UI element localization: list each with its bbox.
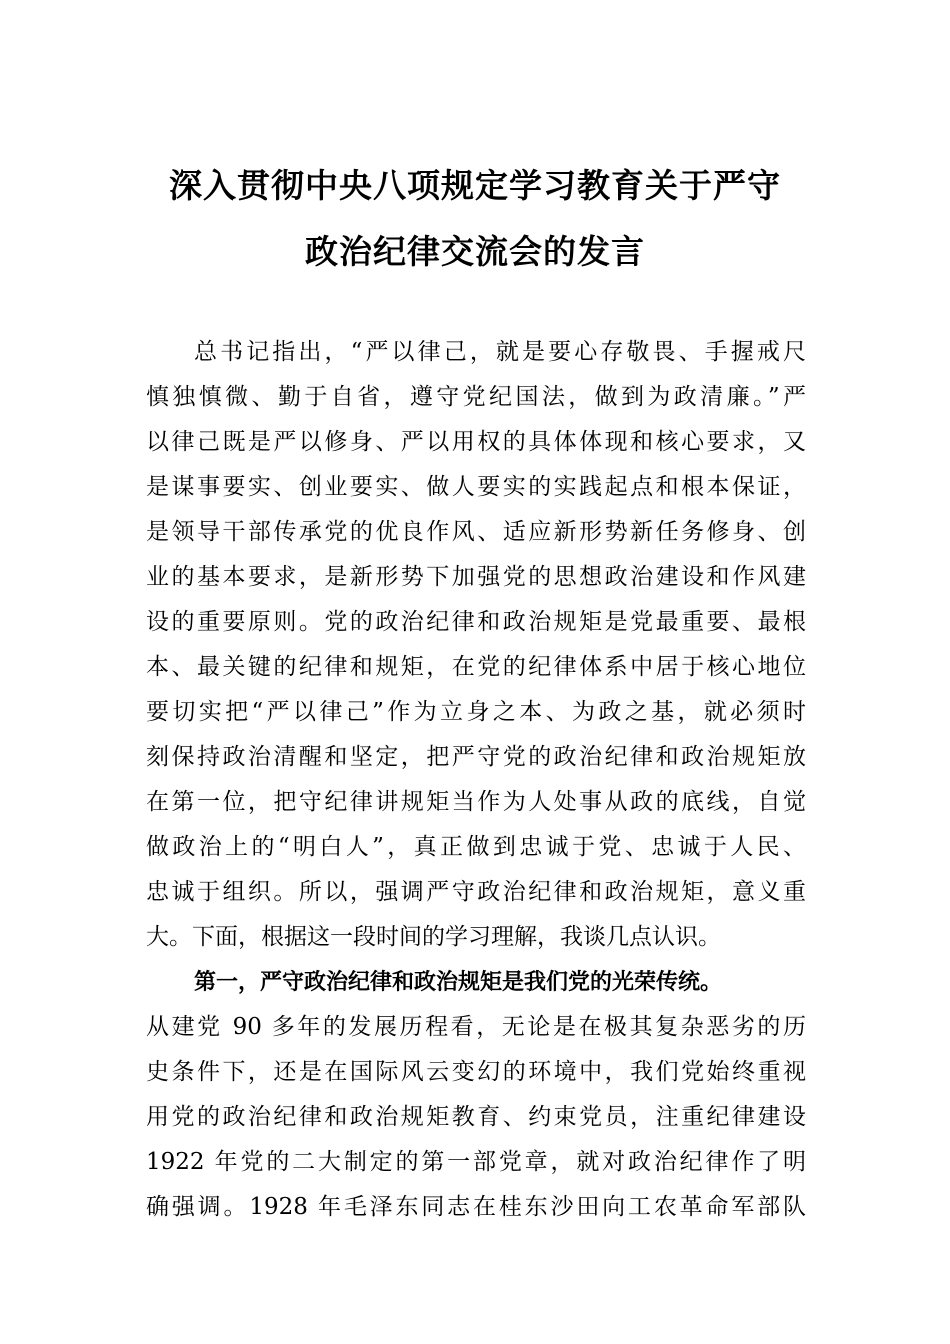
document-title-line-2: 政治纪律交流会的发言 — [305, 232, 645, 271]
text-line: 以律己既是严以修身、严以用权的具体体现和核心要求，又 — [146, 429, 806, 455]
paragraph-1 — [146, 330, 806, 960]
text-line: 做政治上的“明白人”，真正做到忠诚于党、忠诚于人民、 — [146, 834, 806, 860]
text-line: 1922 年党的二大制定的第一部党章，就对政治纪律作了明 — [146, 1149, 806, 1175]
text-line: 从建党 90 多年的发展历程看，无论是在极其复杂恶劣的历 — [146, 1014, 806, 1040]
text-line: 是谋事要实、创业要实、做人要实的实践起点和根本保证， — [146, 474, 806, 500]
text-line: 确强调。1928 年毛泽东同志在桂东沙田向工农革命军部队 — [146, 1194, 806, 1220]
text-line: 慎独慎微、勤于自省，遵守党纪国法，做到为政清廉。”严 — [146, 384, 806, 410]
text-line: 用党的政治纪律和政治规矩教育、约束党员，注重纪律建设 — [146, 1104, 806, 1130]
text-line: 刻保持政治清醒和坚定，把严守党的政治纪律和政治规矩放 — [146, 744, 806, 770]
text-line: 总书记指出，“严以律己，就是要心存敬畏、手握戒尺 — [194, 339, 806, 365]
text-line: 在第一位，把守纪律讲规矩当作为人处事从政的底线，自觉 — [146, 789, 806, 815]
text-line: 大。下面，根据这一段时间的学习理解，我谈几点认识。 — [146, 924, 721, 950]
text-line: 要切实把“严以律己”作为立身之本、为政之基，就必须时 — [146, 699, 806, 725]
document-title-line-1: 深入贯彻中央八项规定学习教育关于严守 — [169, 166, 781, 205]
paragraph-2 — [146, 1005, 806, 1230]
text-line: 本、最关键的纪律和规矩，在党的纪律体系中居于核心地位 — [146, 654, 806, 680]
text-line: 业的基本要求，是新形势下加强党的思想政治建设和作风建 — [146, 564, 806, 590]
text-line: 史条件下，还是在国际风云变幻的环境中，我们党始终重视 — [146, 1059, 806, 1085]
document-body — [146, 330, 806, 1230]
text-line: 设的重要原则。党的政治纪律和政治规矩是党最重要、最根 — [146, 609, 806, 635]
text-line: 是领导干部传承党的优良作风、适应新形势新任务修身、创 — [146, 519, 806, 545]
text-line: 忠诚于组织。所以，强调严守政治纪律和政治规矩，意义重 — [146, 879, 806, 905]
section-1-heading: 第一，严守政治纪律和政治规矩是我们党的光荣传统。 — [194, 970, 723, 995]
